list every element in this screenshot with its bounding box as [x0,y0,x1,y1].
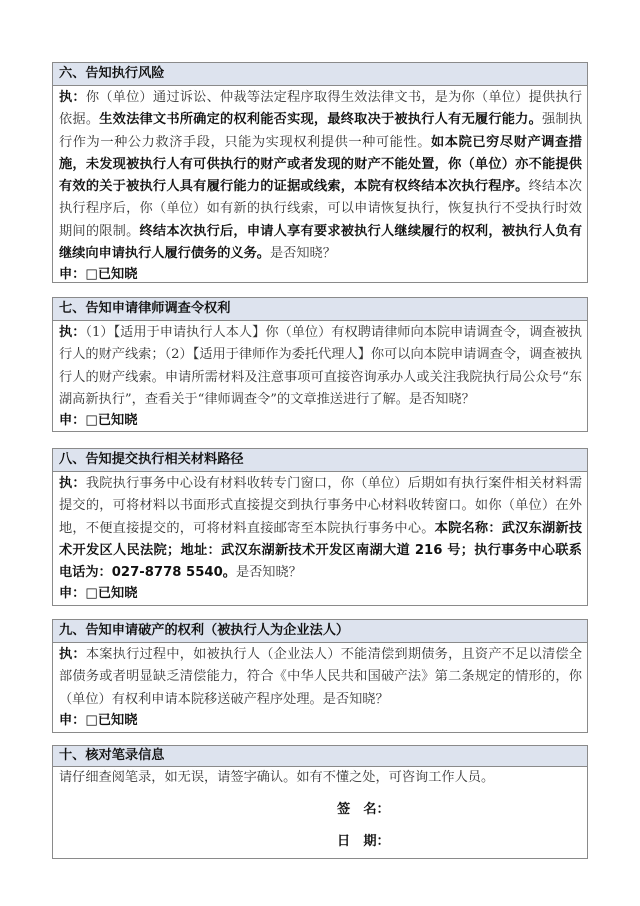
executor-label: 执： [59,90,86,105]
bold-text-segment: 生效法律文书所确定的权利能否实现，最终取决于被执行人有无履行能力。 [99,112,542,128]
applicant-label: 申： [59,267,86,283]
section-body [53,321,587,433]
acknowledge-row [59,584,582,604]
applicant-label: 申： [59,712,86,728]
section-title: 九、告知申请破产的权利（被执行人为企业法人） [53,620,587,643]
section-body [53,643,587,733]
applicant-label: 申： [59,586,86,602]
acknowledge-checkbox[interactable]: □已知晓 [85,267,138,283]
executor-label: 执： [59,325,86,340]
section-body [53,472,587,606]
text-segment: 我院执行事务中心设有材料收转专门窗口，你（单位）后期如有执行案件相关材料需提交的，可将材料以书面形式直接提交到执行事务中心材料收转窗口。如你（单位）在外地，不便直接提交的，可将材料直接邮寄至本院执行事务中心。 [59,476,583,536]
text-segment: 是否知晓？ [270,246,336,262]
executor-label: 执： [59,476,86,491]
section-submission-path [52,448,588,606]
section-title: 七、告知申请律师调查令权利 [53,298,587,321]
bold-text-segment: 终结本次执行后，申请人享有要求被执行人继续履行的权利，被执行人负有继续向申请执行人履行债务的义务。 [59,223,583,262]
text-segment: 是否知晓？ [235,565,302,581]
verify-instructions: 请仔细查阅笔录，如无误，请签字确认。如有不懂之处，可咨询工作人员。 [59,770,495,785]
signature-field[interactable]: 签 名： [337,802,390,817]
bold-text-segment: 如本院已穷尽财产调查措施，未发现被执行人有可供执行的财产或者发现的财产不能处置，你（单位）亦不能提供有效的关于被执行人具有履行能力的证据或线索，本院有权终结本次执行程序。 [59,134,583,195]
section-title: 十、核对笔录信息 [53,746,587,767]
section-execution-risk [52,62,588,283]
date-field[interactable]: 日 期： [337,834,390,849]
section-body [53,767,587,853]
section-bankruptcy-right [52,619,588,733]
acknowledge-checkbox[interactable]: □已知晓 [85,413,138,429]
text-segment: 终结本次执行程序后，你（单位）如有新的执行线索，可以申请恢复执行，恢复执行不受执行时效期间的限制。 [59,179,582,239]
acknowledge-row [59,265,582,285]
acknowledge-checkbox[interactable]: □已知晓 [85,586,138,602]
acknowledge-row [59,711,582,731]
section-verify-record [52,745,588,859]
text-segment: （1）【适用于申请执行人本人】你（单位）有权聘请律师向本院申请调查令，调查被执行人的财产线索；（2）【适用于律师作为委托代理人】你可以向本院申请调查令，调查被执行人的财产线索。申请所需材料及注意事项可直接咨询承办人或关注我院执行局公众号“东湖高新执行”，查看关于“律师调查令”的文章推送进行了解。是否知晓？ [59,325,582,407]
acknowledge-checkbox[interactable]: □已知晓 [85,712,138,728]
section-title: 八、告知提交执行相关材料路径 [53,449,587,472]
acknowledge-row [59,411,582,431]
bold-text-segment: 本院名称：武汉东湖新技术开发区人民法院；地址：武汉东湖新技术开发区南湖大道 216 号；执行事务中心联系电话为：027-8778 5540。 [59,520,583,581]
text-segment: 强制执行作为一种公力救济手段，只能为实现权利提供一种可能性。 [59,112,583,150]
text-segment: 本案执行过程中，如被执行人（企业法人）不能清偿到期债务，且资产不足以清偿全部债务或者明显缺乏清偿能力，符合《中华人民共和国破产法》第二条规定的情形的，你（单位）有权利申请本院移送破产程序处理。是否知晓？ [59,647,583,707]
section-body [53,86,587,287]
section-title: 六、告知执行风险 [53,63,587,86]
executor-label: 执： [59,647,86,662]
applicant-label: 申： [59,413,86,429]
section-lawyer-investigation [52,297,588,432]
text-segment: 你（单位）通过诉讼、仲裁等法定程序取得生效法律文书，是为你（单位）提供执行依据。 [59,90,583,128]
